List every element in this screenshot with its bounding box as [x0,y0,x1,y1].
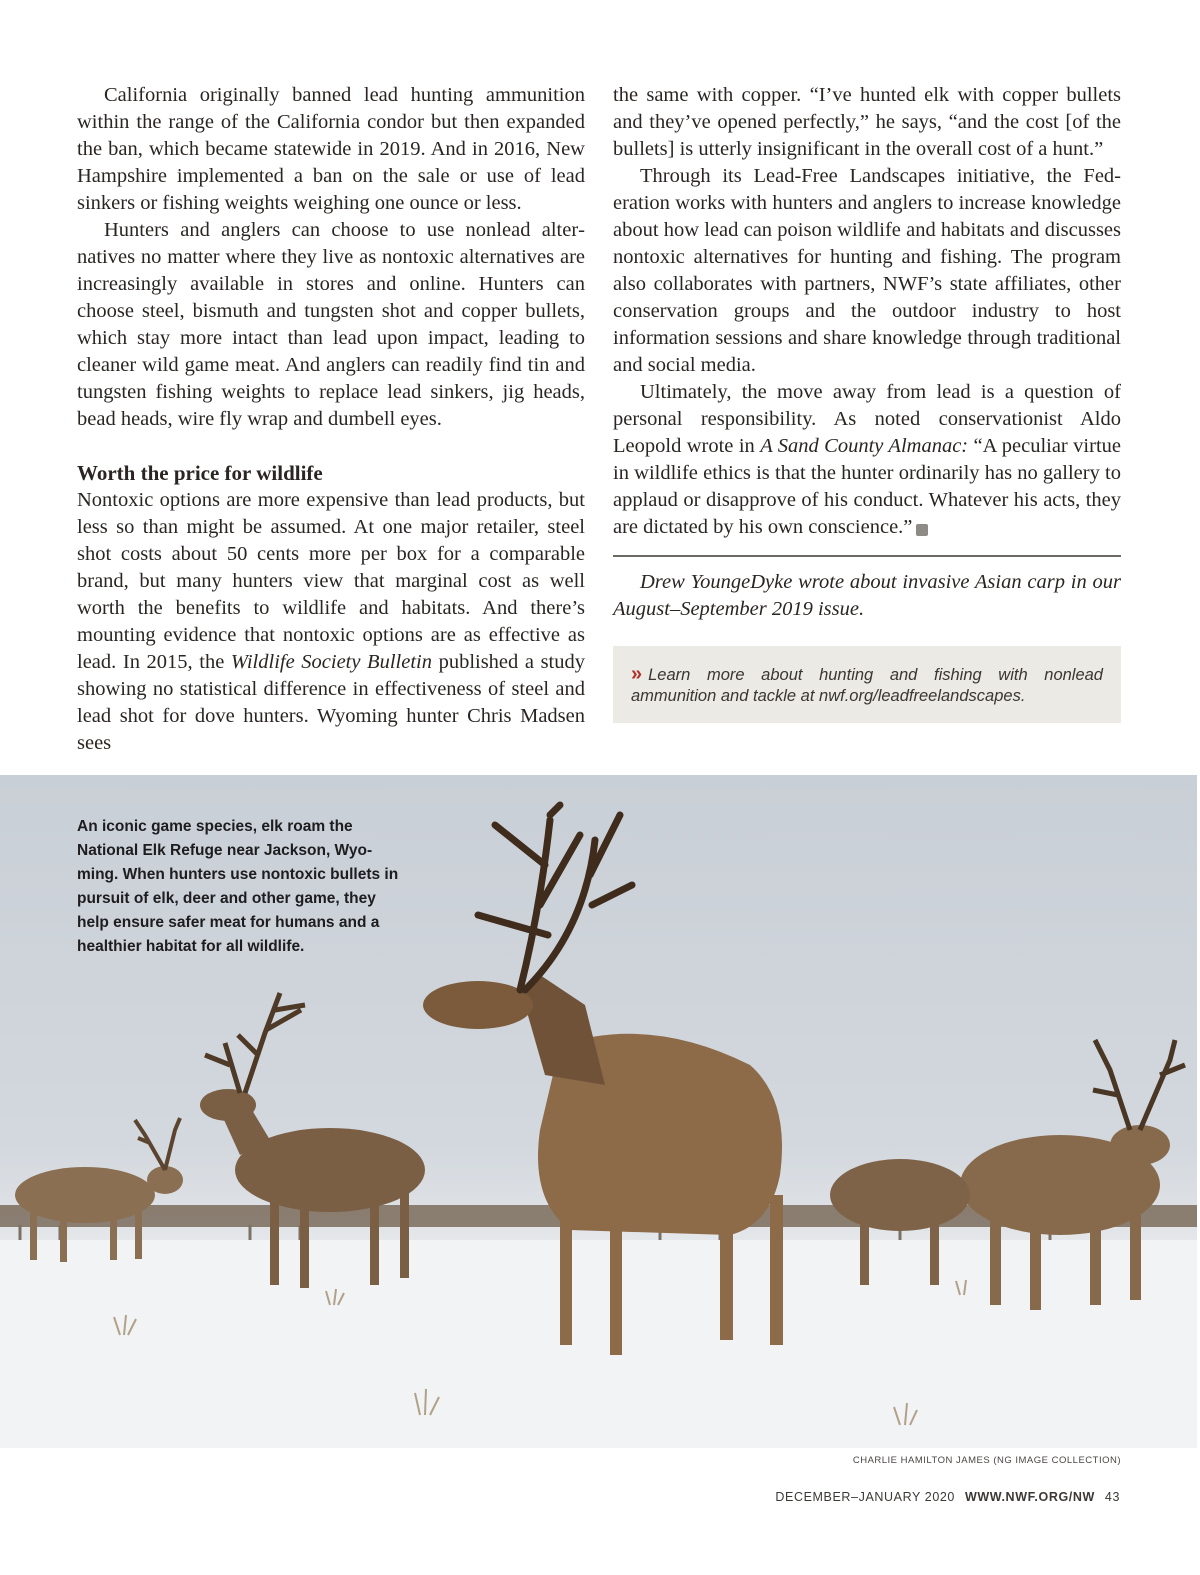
paragraph-lead-free-initiative: Through its Lead-Free Landscapes initiative, the Federation works with hunters and anglers to increase knowledge about how lead can poison wildlife and habitats and discusses nontoxic alternatives for hunting and fishing. The program also collaborates with partners, NWF’s state affiliates, other conservation groups and the outdoor industry to host information sessions and share knowledge through traditional and social media. [613,165,1121,376]
paragraph-nonlead-alternatives: Hunters and anglers can choose to use nonlead alternatives no matter where they live as nontoxic alternatives are increasingly available in stores and online. Hunters can choose steel, bismuth and tungsten shot and copper bullets, which stay more intact than lead upon impact, leading to cleaner wild game meat. And anglers can readily find tin and tungsten fishing weights to replace lead sinkers, jig heads, bead heads, wire fly wrap and dumbell eyes. [77,219,585,430]
learn-more-link[interactable]: Learn more about hunting and fishing with nonlead ammunition and tackle at nwf.org/leadfreelandscapes. [631,666,1103,705]
learn-more-callout [613,646,1121,723]
paragraph-california-ban: California originally banned lead hunting ammunition within the range of the California condor but then expanded the ban, which became statewide in 2019. And in 2016, New Hampshire implemented a ban on the sale or use of lead sinkers or fishing weights weighing one ounce or less. [77,84,585,214]
issue-date: DECEMBER–JANUARY 2020 [775,1490,955,1504]
photo-caption: An iconic game species, elk roam the National Elk Refuge near Jackson, Wyoming. When hunters use nontoxic bullets in pursuit of elk, deer and other game, they help ensure safer meat for humans and a healthier habitat for all wildlife. [77,818,399,955]
byline-divider [613,555,1121,557]
book-title: A Sand County Almanac: [760,435,969,457]
page-number: 43 [1104,1490,1120,1504]
author-byline: Drew YoungeDyke wrote about invasive Asian carp in our August–September 2019 issue. [613,571,1121,620]
article-right-column [613,82,1121,723]
chevron-right-icon: » [631,663,643,685]
publication-title: Wildlife Society Bulletin [230,651,432,673]
page-footer [775,1490,1120,1504]
paragraph-leopold-quote: Ultimately, the move away from lead is a question of personal responsibility. As noted conservationist Aldo Leopold wrote in A Sand County Almanac: “A peculiar virtue in wildlife ethics is that the hunter ordinarily has no gallery to applaud or disapprove of his conduct. Whatever his acts, they are dictated by his own conscience.” W [613,381,1121,538]
subheading-worth-the-price: Worth the price for wildlife [77,461,323,485]
end-mark-icon: W [916,524,928,536]
article-left-column [77,82,585,757]
photo-credit: CHARLIE HAMILTON JAMES (NG IMAGE COLLECTION) [852,1455,1121,1466]
paragraph-nontoxic-cost: Nontoxic options are more expensive than lead products, but less so than might be assumed. At one major retailer, steel shot costs about 50 cents more per box for a comparable brand, but many hunters view that marginal cost as well worth the benefits to wildlife and habitats. And there’s mounting evidence that nontoxic options are as effective as lead. In 2015, the Wildlife Society Bulletin published a study showing no statistical difference in effectiveness of steel and lead shot for dove hunters. Wyoming hunter Chris Madsen sees [77,489,585,754]
website-link[interactable]: WWW.NWF.ORG/NW [964,1490,1095,1504]
paragraph-copper-quote: the same with copper. “I’ve hunted elk with copper bullets and they’ve opened perfectly,” he says, “and the cost [of the bullets] is utterly insignificant in the overall cost of a hunt.” [613,84,1121,160]
